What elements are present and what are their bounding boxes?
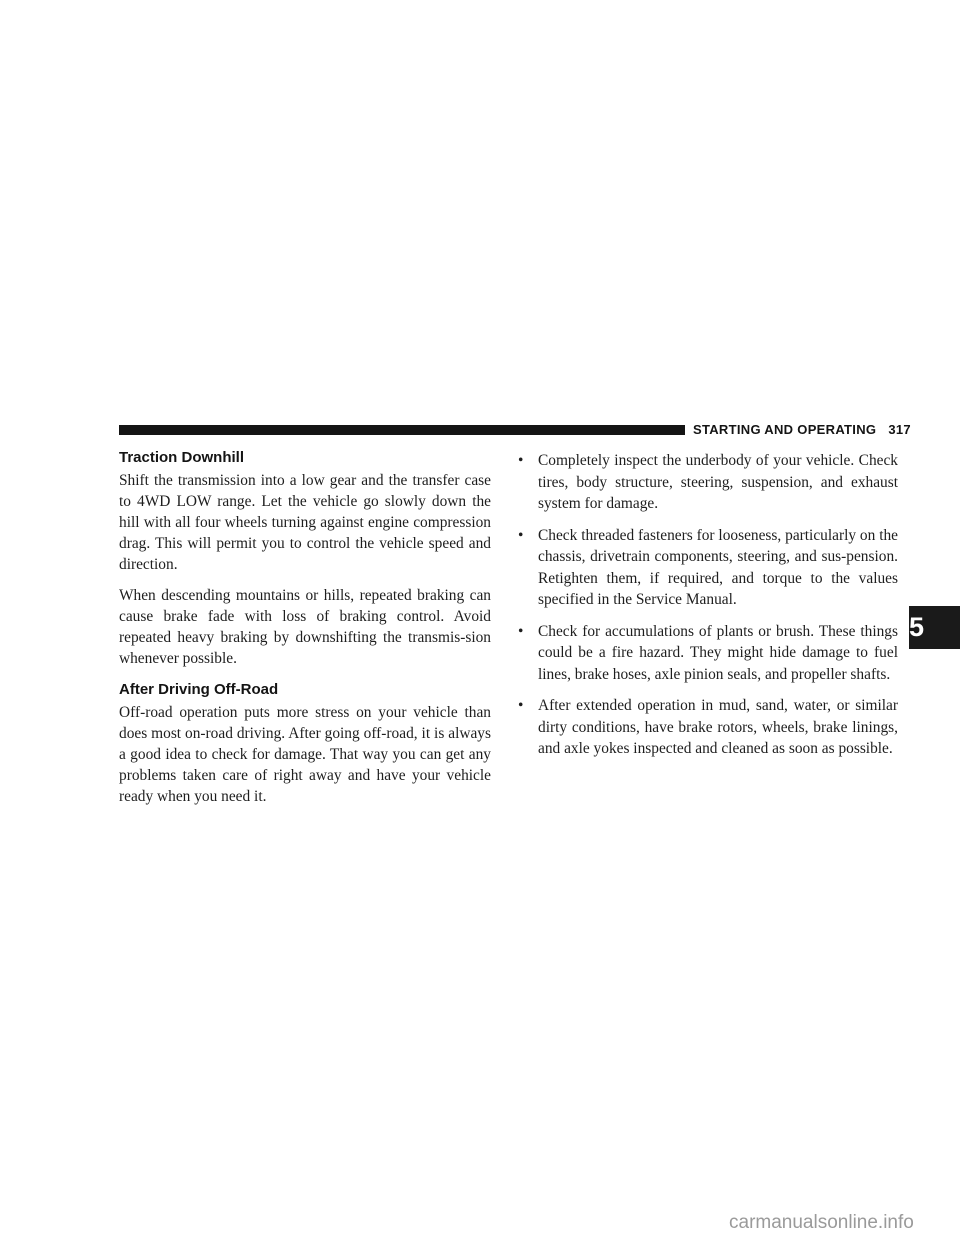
list-item-text: Check threaded fasteners for looseness, particularly on the chassis, drivetrain components, steering, and sus-pension. Retighten them, if required, and torque to the values specified in the Service Manual. [538,526,898,608]
list-item-text: Check for accumulations of plants or brush. These things could be a fire hazard. They might hide damage to fuel lines, brake hoses, axle pinion seals, and propeller shafts. [538,622,898,683]
page-number: 317 [888,422,911,437]
list-item-text: After extended operation in mud, sand, water, or similar dirty conditions, have brake rotors, wheels, brake linings, and axle yokes inspected and cleaned as soon as possible. [538,697,898,757]
heading-after-off-road: After Driving Off-Road [119,681,279,698]
paragraph-traction: Shift the transmission into a low gear and the transfer case to 4WD LOW range. Let the vehicle go slowly down the hill with all four wheels turning against engine compression drag. This will permit you to control the vehicle speed and direction. [119,472,491,573]
right-column [518,450,898,770]
paragraph-brake-fade: When descending mountains or hills, repeated braking can cause brake fade with loss of braking control. Avoid repeated heavy braking by downshifting the transmis-sion whenever possible. [119,587,491,667]
list-item-text: Completely inspect the underbody of your vehicle. Check tires, body structure, steering, suspension, and exhaust system for damage. [538,452,898,512]
paragraph-after-off-road: Off-road operation puts more stress on your vehicle than does most on-road driving. After going off-road, it is always a good idea to check for damage. That way you can get any problems taken care of right away and have your vehicle ready when you need it. [119,704,491,805]
left-column [119,449,491,817]
chapter-tab [909,606,960,649]
running-head-section: STARTING AND OPERATING [693,422,877,437]
list-item [518,621,898,686]
running-head [693,422,911,437]
list-item [518,695,898,760]
list-item [518,525,898,611]
bullet-icon: • [518,526,524,544]
header-rule [119,425,685,435]
chapter-number: 5 [909,612,925,642]
list-item [518,450,898,515]
watermark: carmanualsonline.info [729,1212,914,1233]
bullet-icon: • [518,452,524,469]
checklist [518,450,898,760]
heading-traction-downhill: Traction Downhill [119,449,245,466]
bullet-icon: • [518,622,524,640]
bullet-icon: • [518,697,524,714]
